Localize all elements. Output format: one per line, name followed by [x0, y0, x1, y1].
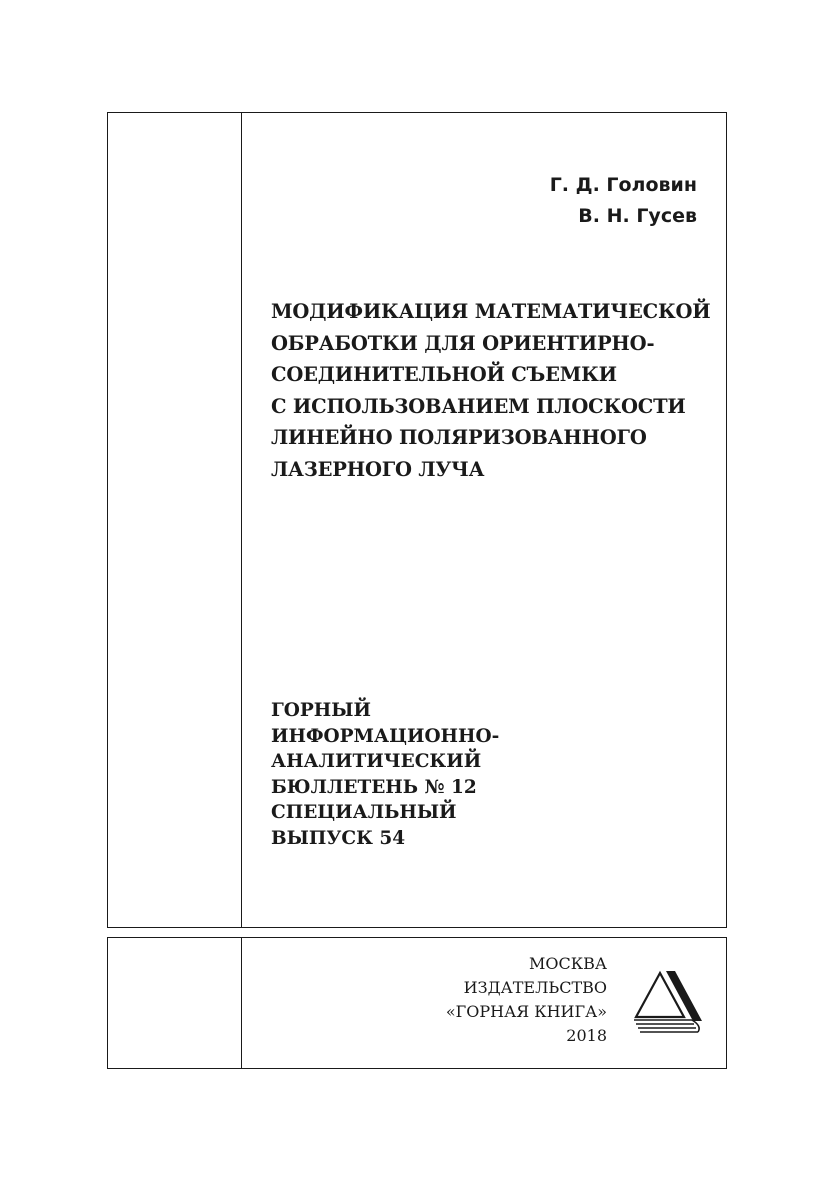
- title-line: ЛИНЕЙНО ПОЛЯРИЗОВАННОГО: [271, 426, 647, 449]
- author-2: В. Н. Гусев: [578, 205, 697, 227]
- series-line: АНАЛИТИЧЕСКИЙ: [271, 751, 482, 772]
- series-line: ИНФОРМАЦИОННО-: [271, 725, 500, 747]
- title-line: ОБРАБОТКИ ДЛЯ ОРИЕНТИРНО-: [271, 331, 655, 355]
- title-line: МОДИФИКАЦИЯ МАТЕМАТИЧЕСКОЙ: [271, 300, 711, 323]
- publisher-city: МОСКВА: [529, 954, 607, 973]
- publisher-label: ИЗДАТЕЛЬСТВО: [463, 978, 607, 997]
- series-line: СПЕЦИАЛЬНЫЙ: [271, 802, 457, 823]
- publisher-year: 2018: [566, 1026, 607, 1045]
- authors: [550, 170, 697, 232]
- title-line: СОЕДИНИТЕЛЬНОЙ СЪЕМКИ: [271, 363, 617, 386]
- author-1: Г. Д. Головин: [549, 174, 697, 196]
- publisher-name: «ГОРНАЯ КНИГА»: [445, 1002, 607, 1021]
- title-line: С ИСПОЛЬЗОВАНИЕМ ПЛОСКОСТИ: [271, 394, 686, 418]
- title-line: ЛАЗЕРНОГО ЛУЧА: [271, 457, 485, 481]
- series-line: БЮЛЛЕТЕНЬ № 12: [271, 776, 477, 798]
- series-line: ГОРНЫЙ: [271, 700, 371, 721]
- publisher-block: [446, 952, 607, 1048]
- series-info: [271, 698, 499, 851]
- bottom-frame-divider: [241, 937, 242, 1069]
- book-title: [271, 296, 711, 485]
- top-frame-divider: [241, 112, 242, 928]
- publisher-logo-icon: [632, 965, 704, 1039]
- series-line: ВЫПУСК 54: [271, 827, 406, 849]
